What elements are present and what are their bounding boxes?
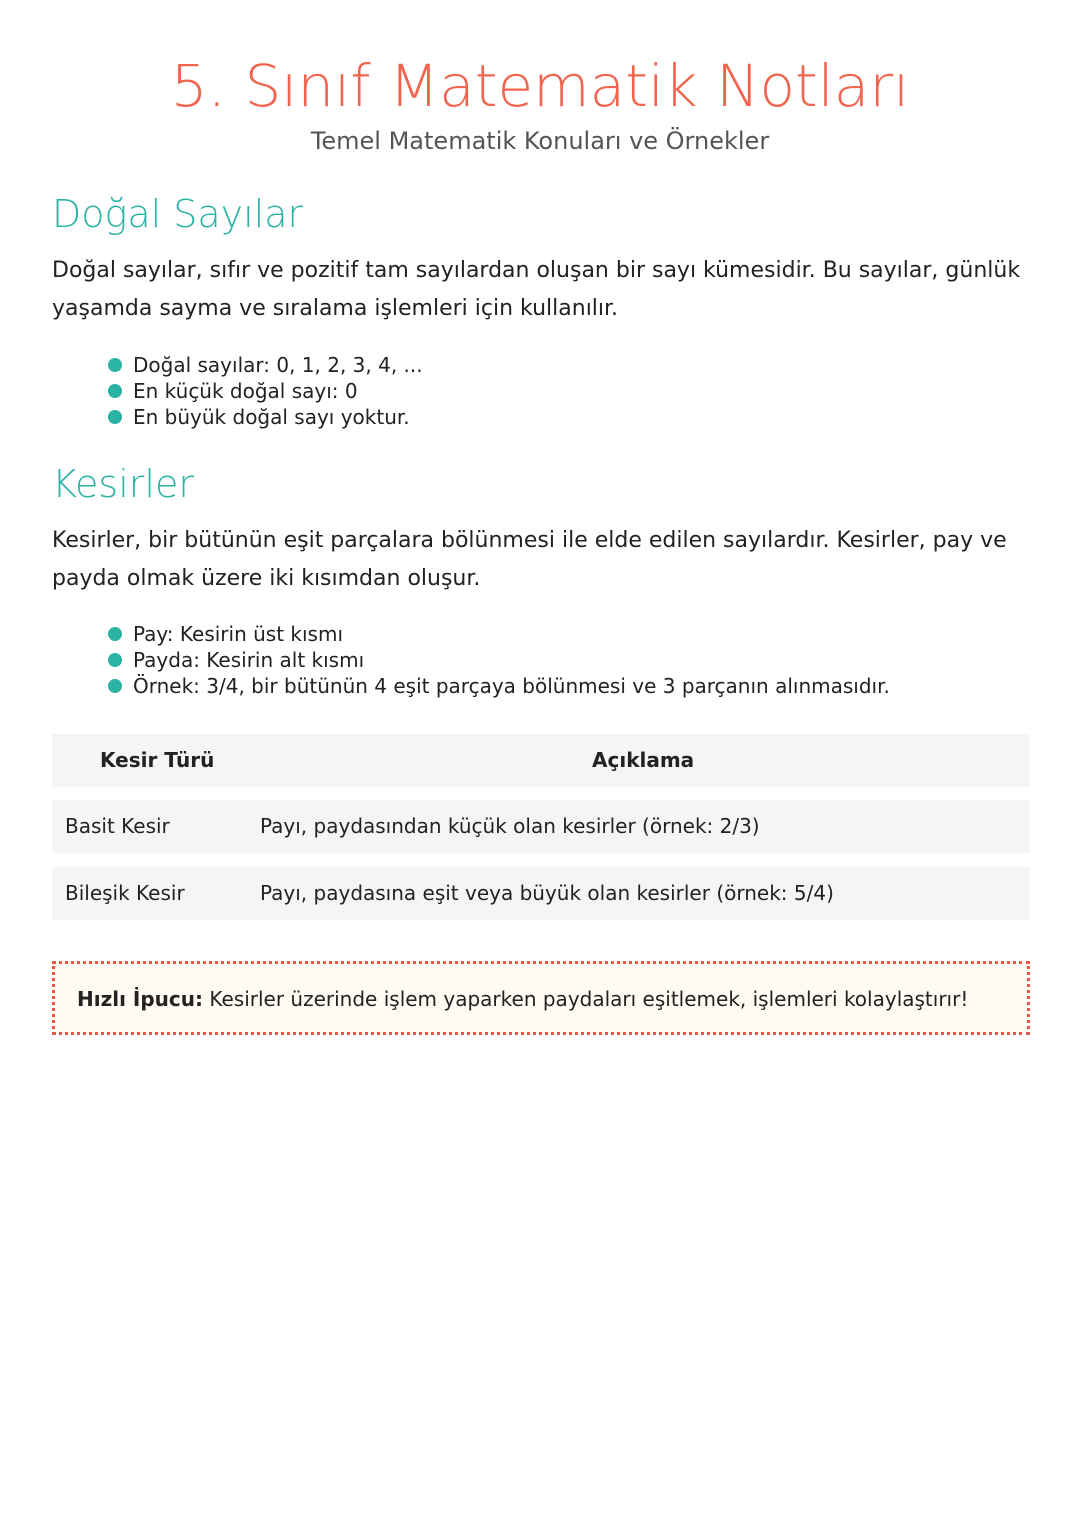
table-row [52,867,1030,920]
page-title: 5. Sınıf Matematik Notları [170,52,910,120]
natural-numbers-list [108,352,423,430]
bullet-icon [108,627,122,641]
bullet-icon [108,358,122,372]
bullet-icon [108,679,122,693]
page-subtitle: Temel Matematik Konuları ve Örnekler [310,127,770,155]
column-header-type: Kesir Türü [100,748,215,772]
section-text-natural-numbers: Doğal sayılar, sıfır ve pozitif tam sayılardan oluşan bir sayı kümesidir. Bu sayılar, günlük yaşamda sayma ve sıralama işlemleri için kullanılır. [52,258,1021,321]
section-heading-fractions: Kesirler [52,462,194,506]
section-heading-natural-numbers: Doğal Sayılar [52,192,304,236]
list-item: Pay: Kesirin üst kısmı [108,621,890,647]
table-header [52,734,1030,787]
quick-tip-box [52,961,1030,1035]
cell-description: Payı, paydasına eşit veya büyük olan kesirler (örnek: 5/4) [260,881,834,905]
list-item: Örnek: 3/4, bir bütünün 4 eşit parçaya bölünmesi ve 3 parçanın alınmasıdır. [108,673,890,699]
list-item: En küçük doğal sayı: 0 [108,378,423,404]
cell-type: Basit Kesir [65,814,170,838]
list-item: Doğal sayılar: 0, 1, 2, 3, 4, ... [108,352,423,378]
list-item: Payda: Kesirin alt kısmı [108,647,890,673]
bullet-icon [108,410,122,424]
tip-label: Hızlı İpucu: [77,987,203,1011]
list-item: En büyük doğal sayı yoktur. [108,404,423,430]
column-header-description: Açıklama [592,748,695,772]
cell-description: Payı, paydasından küçük olan kesirler (örnek: 2/3) [260,814,760,838]
cell-type: Bileşik Kesir [65,881,185,905]
bullet-icon [108,653,122,667]
bullet-icon [108,384,122,398]
table-row [52,800,1030,853]
tip-text: Kesirler üzerinde işlem yaparken paydaları eşitlemek, işlemleri kolaylaştırır! [203,987,969,1011]
section-text-fractions: Kesirler, bir bütünün eşit parçalara bölünmesi ile elde edilen sayılardır. Kesirler, pay ve payda olmak üzere iki kısımdan oluşur. [52,528,1007,591]
fractions-list [108,621,890,699]
